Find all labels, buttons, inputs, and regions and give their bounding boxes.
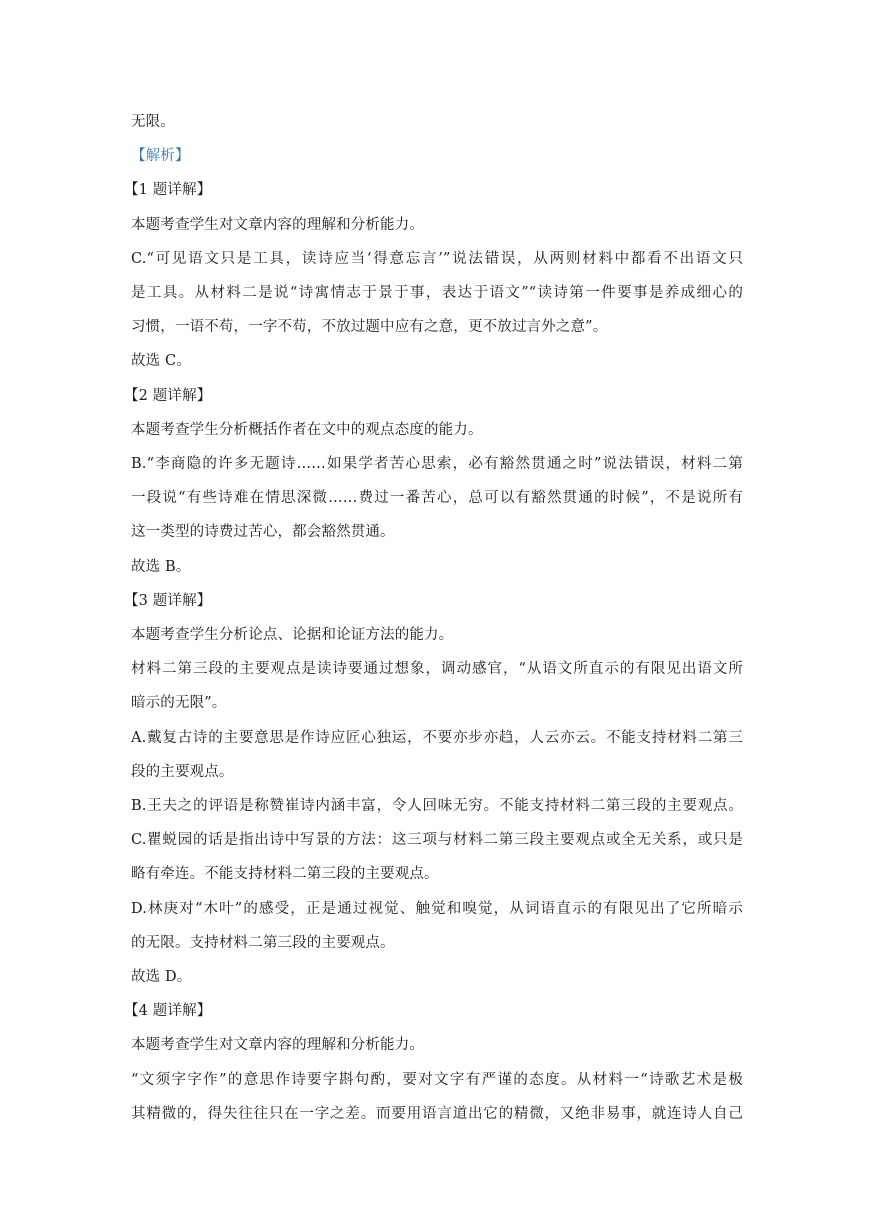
text-line: 本题考查学生分析概括作者在文中的观点态度的能力。 <box>131 422 483 438</box>
answer-line: 故选 B。 <box>131 559 191 575</box>
text-line: 本题考查学生分析论点、论据和论证方法的能力。 <box>131 627 454 643</box>
text-line: 的无限。支持材料二第三段的主要观点。 <box>131 935 395 951</box>
section-heading: 【1 题详解】 <box>124 182 212 198</box>
text-line: 一段说“有些诗难在情思深微……费过一番苦心，总可以有豁然贯通的时候”，不是说所有 <box>131 490 743 506</box>
text-line: 无限。 <box>131 114 175 130</box>
text-line: A.戴复古诗的主要意思是作诗应匠心独运，不要亦步亦趋，人云亦云。不能支持材料二第三 <box>131 730 743 746</box>
text-line: 这一类型的诗费过苦心，都会豁然贯通。 <box>131 524 395 540</box>
text-line: 略有牵连。不能支持材料二第三段的主要观点。 <box>131 866 439 882</box>
text-line: B.王夫之的评语是称赞崔诗内涵丰富，令人回味无穷。不能支持材料二第三段的主要观点。 <box>131 798 743 814</box>
text-line: 本题考查学生对文章内容的理解和分析能力。 <box>131 217 424 233</box>
section-heading: 【3 题详解】 <box>124 593 212 609</box>
text-line: 是工具。从材料二是说“诗寓情志于景于事，表达于语文”“读诗第一件要事是养成细心的 <box>131 285 743 301</box>
text-line: 习惯，一语不苟，一字不苟，不放过题中应有之意，更不放过言外之意”。 <box>131 319 608 335</box>
text-line: C.“可见语文只是工具，读诗应当‘得意忘言’”说法错误，从两则材料中都看不出语文只 <box>131 251 743 267</box>
text-line: “文须字字作”的意思作诗要字斟句酌，要对文字有严谨的态度。从材料一“诗歌艺术是极 <box>131 1072 743 1088</box>
answer-line: 故选 D。 <box>131 969 192 985</box>
text-line: D.林庚对“木叶”的感受，正是通过视觉、触觉和嗅觉，从词语直示的有限见出了它所暗示 <box>131 901 743 917</box>
section-heading: 【4 题详解】 <box>124 1003 212 1019</box>
section-heading: 【2 题详解】 <box>124 388 212 404</box>
text-line: 段的主要观点。 <box>131 764 234 780</box>
text-line: B.“李商隐的许多无题诗……如果学者苦心思索，必有豁然贯通之时”说法错误，材料二第 <box>131 456 743 472</box>
text-line: 其精微的，得失往往只在一字之差。而要用语言道出它的精微，又绝非易事，就连诗人自己 <box>131 1106 743 1122</box>
text-line: 暗示的无限”。 <box>131 695 227 711</box>
text-line: 材料二第三段的主要观点是读诗要通过想象，调动感官，“从语文所直示的有限见出语文所 <box>131 661 743 677</box>
answer-line: 故选 C。 <box>131 353 191 369</box>
analysis-label: 【解析】 <box>131 148 190 164</box>
text-line: 本题考查学生对文章内容的理解和分析能力。 <box>131 1037 424 1053</box>
text-line: C.瞿蜕园的话是指出诗中写景的方法：这三项与材料二第三段主要观点或全无关系，或只是 <box>131 832 743 848</box>
